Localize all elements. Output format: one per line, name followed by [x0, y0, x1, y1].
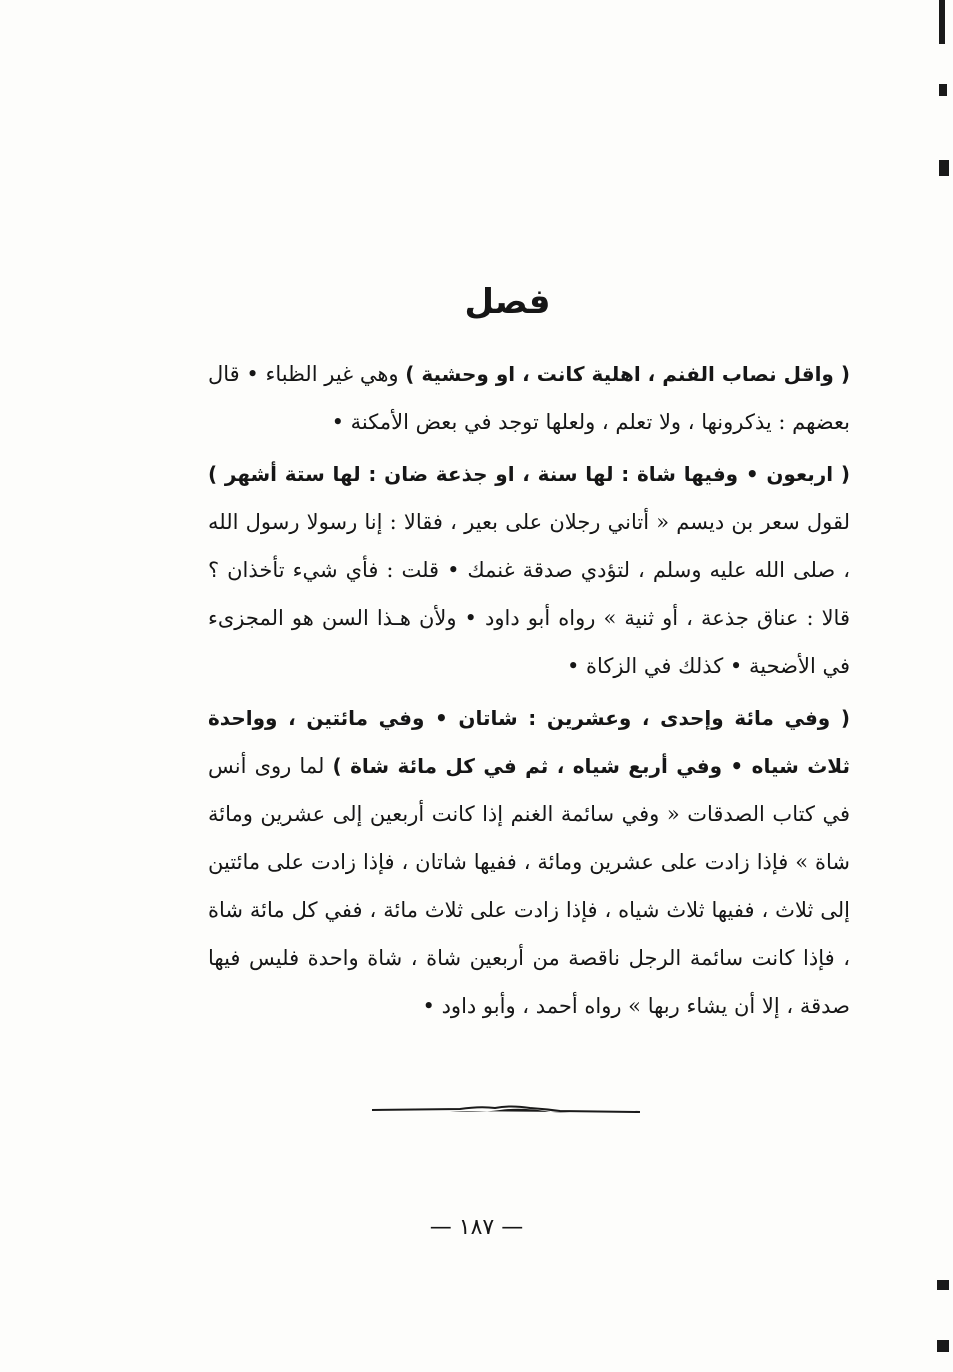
ornament-divider — [370, 1102, 642, 1118]
bold-text: ( واقل نصاب الفنم ، اهلية كانت ، او وحشية ) — [405, 362, 850, 386]
scan-edge-mark — [937, 1340, 949, 1352]
plain-text: لقول سعر بن ديسم « أتاني رجلان على بعير ، فقالا : إنا رسولا رسول الله ، صلى الله عليه وسلم ، لتؤدي صدقة غنمك • قلت : فأي شيء تأخذان ؟ قالا : عناق جذعة ، أو ثنية » رواه أبو داود • ولأن هـذا السن هو المجزىء في الأضحية • كذلك في الزكاة • — [208, 510, 850, 678]
bold-text: ( اربعون • وفيها شاة : لها سنة ، او جذعة ضان : لها ستة أشهر ) — [208, 462, 850, 486]
scan-edge-mark — [939, 160, 949, 176]
scan-edge-mark — [937, 1280, 949, 1290]
paragraph-3 — [208, 694, 850, 1030]
bold-text: ( وفي مائة وإحدى ، وعشرين : شاتان • وفي مائتين ، وواحدة ثلاث شياه • وفي أربع شياه ، ثم في كل مائة شاة ) — [208, 706, 850, 778]
section-heading: فصل — [464, 282, 551, 322]
paragraph-2 — [208, 450, 850, 690]
paragraph-1 — [208, 350, 850, 446]
plain-text: لما روى أنس في كتاب الصدقات « وفي سائمة الغنم إذا كانت أربعين إلى عشرين ومائة شاة » فإذا زادت على عشرين ومائة ، ففيها شاتان ، فإذا زادت على مائتين إلى ثلاث ، ففيها ثلاث شياه ، فإذا زادت على ثلاث مائة ، ففي كل مائة شاة ، فإذا كانت سائمة الرجل ناقصة من أربعين شاة ، شاة واحدة فليس فيها صدقة ، إلا أن يشاء ربها » رواه أحمد ، وأبو داود • — [208, 754, 850, 1018]
scan-edge-mark — [939, 84, 947, 96]
plain-text: وهي غير الظباء • قال بعضهم : يذكرونها ، ولا تعلم ، ولعلها توجد في بعض الأمكنة • — [208, 362, 850, 434]
body-text — [208, 350, 850, 1034]
scan-edge-mark — [939, 0, 945, 44]
page-number: — ١٨٧ — — [429, 1215, 524, 1240]
